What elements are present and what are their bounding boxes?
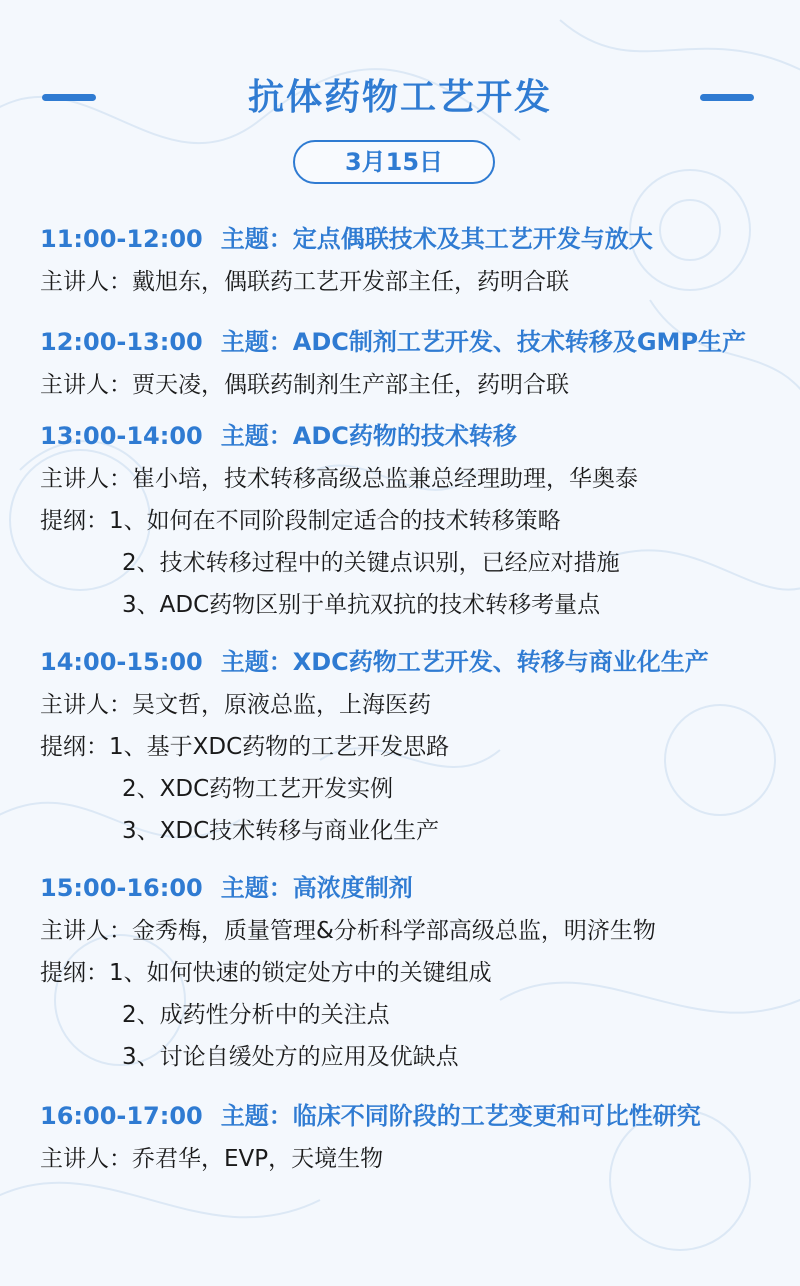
session-topic: 主题：临床不同阶段的工艺变更和可比性研究 (220, 1102, 701, 1130)
session-speaker: 主讲人：崔小培，技术转移高级总监兼总经理助理，华奥泰 (40, 466, 638, 492)
date-badge: 3月15日 (293, 140, 495, 184)
outline-item: 提纲：1、如何快速的锁定处方中的关键组成 (40, 960, 492, 986)
session-time: 15:00-16:00 (40, 874, 203, 902)
outline-item: 提纲：1、如何在不同阶段制定适合的技术转移策略 (40, 508, 561, 534)
session-speaker: 主讲人：金秀梅，质量管理&分析科学部高级总监，明济生物 (40, 918, 656, 944)
session-heading (40, 640, 780, 684)
outline-item: 3、讨论自缓处方的应用及优缺点 (122, 1044, 459, 1070)
session-heading (40, 320, 780, 364)
session-topic: 主题：ADC药物的技术转移 (220, 422, 517, 450)
session-time: 13:00-14:00 (40, 422, 203, 450)
session-5 (40, 866, 780, 1078)
session-2 (40, 320, 780, 406)
session-time: 16:00-17:00 (40, 1102, 203, 1130)
session-heading (40, 217, 780, 261)
session-3 (40, 414, 780, 626)
outline-item: 2、成药性分析中的关注点 (122, 1002, 390, 1028)
session-speaker: 主讲人：乔君华，EVP，天境生物 (40, 1146, 384, 1172)
session-topic: 主题：ADC制剂工艺开发、技术转移及GMP生产 (220, 328, 747, 356)
title-right-dash (700, 94, 754, 101)
title-bar (0, 72, 800, 124)
outline-item: 2、技术转移过程中的关键点识别，已经应对措施 (122, 550, 620, 576)
session-speaker: 主讲人：贾天凌，偶联药制剂生产部主任，药明合联 (40, 372, 569, 398)
session-topic: 主题：XDC药物工艺开发、转移与商业化生产 (220, 648, 709, 676)
session-6 (40, 1094, 780, 1180)
title-left-dash (42, 94, 96, 101)
session-time: 11:00-12:00 (40, 225, 203, 253)
session-heading (40, 414, 780, 458)
page-title: 抗体药物工艺开发 (247, 77, 552, 118)
session-topic: 主题：高浓度制剂 (220, 874, 413, 902)
session-topic: 主题：定点偶联技术及其工艺开发与放大 (220, 225, 653, 253)
outline-item: 3、ADC药物区别于单抗双抗的技术转移考量点 (122, 592, 601, 618)
session-heading (40, 1094, 780, 1138)
outline-item: 3、XDC技术转移与商业化生产 (122, 818, 440, 844)
outline-item: 提纲：1、基于XDC药物的工艺开发思路 (40, 734, 450, 760)
session-time: 12:00-13:00 (40, 328, 203, 356)
session-4 (40, 640, 780, 852)
session-heading (40, 866, 780, 910)
session-speaker: 主讲人：吴文哲，原液总监，上海医药 (40, 692, 431, 718)
session-speaker: 主讲人：戴旭东，偶联药工艺开发部主任，药明合联 (40, 269, 569, 295)
session-1 (40, 217, 780, 303)
session-time: 14:00-15:00 (40, 648, 203, 676)
outline-item: 2、XDC药物工艺开发实例 (122, 776, 394, 802)
